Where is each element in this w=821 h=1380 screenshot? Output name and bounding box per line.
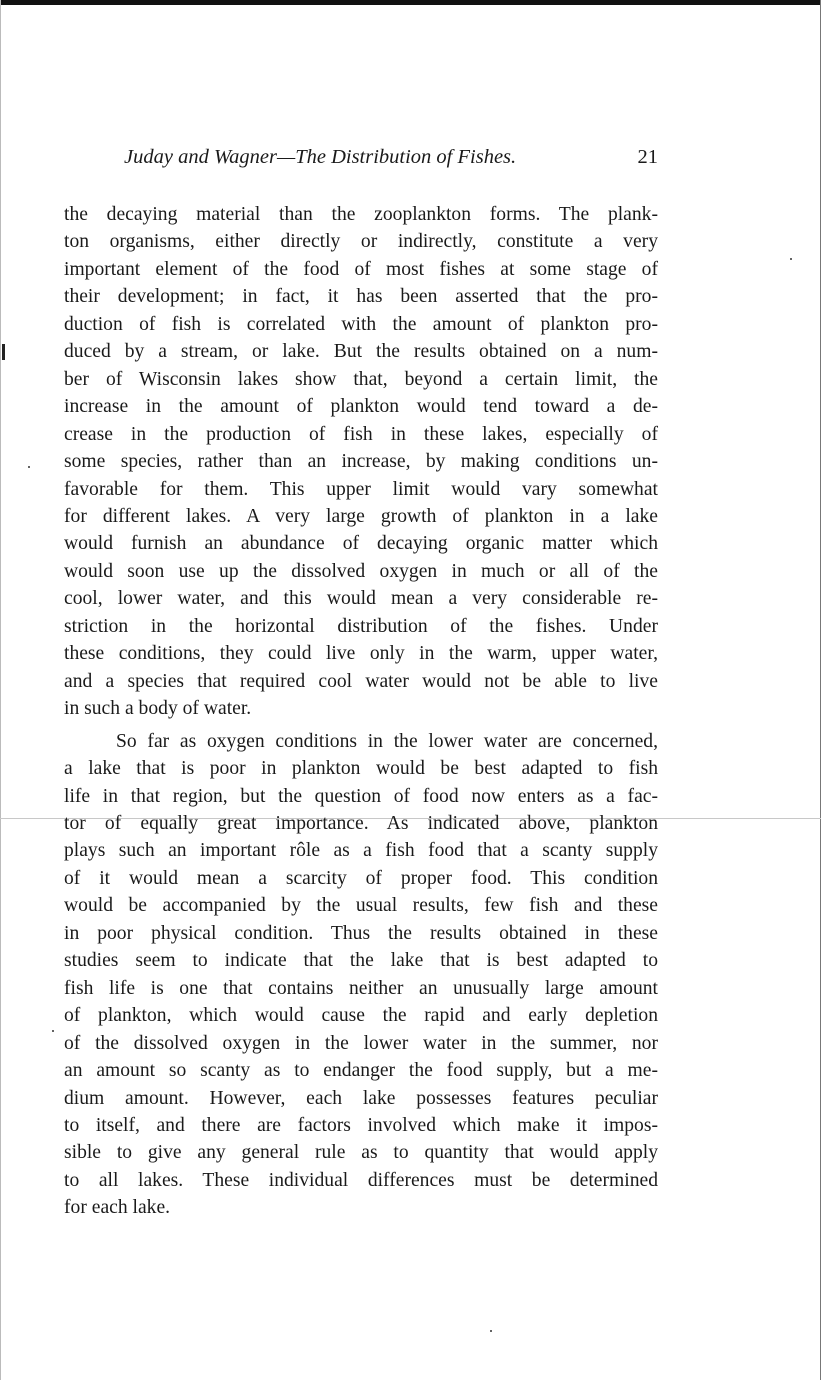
paragraph-2 bbox=[64, 728, 658, 1222]
running-header bbox=[124, 146, 658, 176]
scan-speck bbox=[28, 466, 30, 468]
text-line: studies seem to indicate that the lake that is best adapted to bbox=[64, 950, 658, 972]
text-line: a lake that is poor in plankton would be best adapted to fish bbox=[64, 758, 658, 780]
text-line: of plankton, which would cause the rapid and early depletion bbox=[64, 1005, 658, 1027]
text-line: favorable for them. This upper limit would vary somewhat bbox=[64, 478, 658, 500]
text-line: sible to give any general rule as to quantity that would apply bbox=[64, 1142, 658, 1164]
text-line: dium amount. However, each lake possesses features peculiar bbox=[64, 1087, 658, 1109]
text-line: ber of Wisconsin lakes show that, beyond a certain limit, the bbox=[64, 368, 658, 390]
text-line: ton organisms, either directly or indirectly, constitute a very bbox=[64, 231, 658, 253]
text-line: striction in the horizontal distribution of the fishes. Under bbox=[64, 615, 658, 637]
text-line: an amount so scanty as to endanger the food supply, but a me- bbox=[64, 1060, 658, 1082]
text-line: would soon use up the dissolved oxygen in much or all of the bbox=[64, 560, 658, 582]
text-line: of it would mean a scarcity of proper food. This condition bbox=[64, 867, 658, 889]
text-line: for different lakes. A very large growth of plankton in a lake bbox=[64, 505, 658, 527]
text-line: and a species that required cool water would not be able to live bbox=[64, 670, 658, 692]
scan-speck bbox=[490, 1330, 492, 1332]
text-line: life in that region, but the question of food now enters as a fac- bbox=[64, 785, 658, 807]
text-line: to itself, and there are factors involved which make it impos- bbox=[64, 1114, 658, 1136]
text-line: in poor physical condition. Thus the results obtained in these bbox=[64, 922, 658, 944]
margin-mark bbox=[2, 344, 5, 360]
page-top-border bbox=[0, 0, 821, 5]
text-line: the decaying material than the zooplankton forms. The plank- bbox=[64, 204, 658, 225]
text-line: important element of the food of most fishes at some stage of bbox=[64, 258, 658, 280]
text-line: would be accompanied by the usual results, few fish and these bbox=[64, 895, 658, 917]
text-line: increase in the amount of plankton would tend toward a de- bbox=[64, 396, 658, 418]
body-text bbox=[64, 201, 658, 1222]
text-line: tor of equally great importance. As indicated above, plankton bbox=[64, 812, 658, 834]
page-number: 21 bbox=[637, 146, 658, 168]
text-line: fish life is one that contains neither an unusually large amount bbox=[64, 977, 658, 999]
running-title: Juday and Wagner—The Distribution of Fishes. bbox=[124, 146, 517, 168]
text-line: So far as oxygen conditions in the lower water are concerned, bbox=[116, 730, 658, 752]
text-line: plays such an important rôle as a fish food that a scanty supply bbox=[64, 840, 658, 862]
text-line: duction of fish is correlated with the amount of plankton pro- bbox=[64, 313, 658, 335]
scan-speck bbox=[790, 258, 792, 260]
text-line: their development; in fact, it has been asserted that the pro- bbox=[64, 286, 658, 308]
text-line: to all lakes. These individual differences must be determined bbox=[64, 1169, 658, 1191]
text-line: would furnish an abundance of decaying organic matter which bbox=[64, 533, 658, 555]
paragraph-1 bbox=[64, 201, 658, 723]
page-left-border bbox=[0, 0, 1, 1380]
text-line: crease in the production of fish in these lakes, especially of bbox=[64, 423, 658, 445]
text-line: some species, rather than an increase, by making conditions un- bbox=[64, 451, 658, 473]
text-line: in such a body of water. bbox=[64, 698, 252, 720]
text-line: of the dissolved oxygen in the lower water in the summer, nor bbox=[64, 1032, 658, 1054]
text-line: duced by a stream, or lake. But the results obtained on a num- bbox=[64, 341, 658, 363]
text-line: cool, lower water, and this would mean a very considerable re- bbox=[64, 588, 658, 610]
text-line: these conditions, they could live only in the warm, upper water, bbox=[64, 643, 658, 665]
scan-speck bbox=[52, 1030, 54, 1032]
text-line: for each lake. bbox=[64, 1197, 171, 1219]
